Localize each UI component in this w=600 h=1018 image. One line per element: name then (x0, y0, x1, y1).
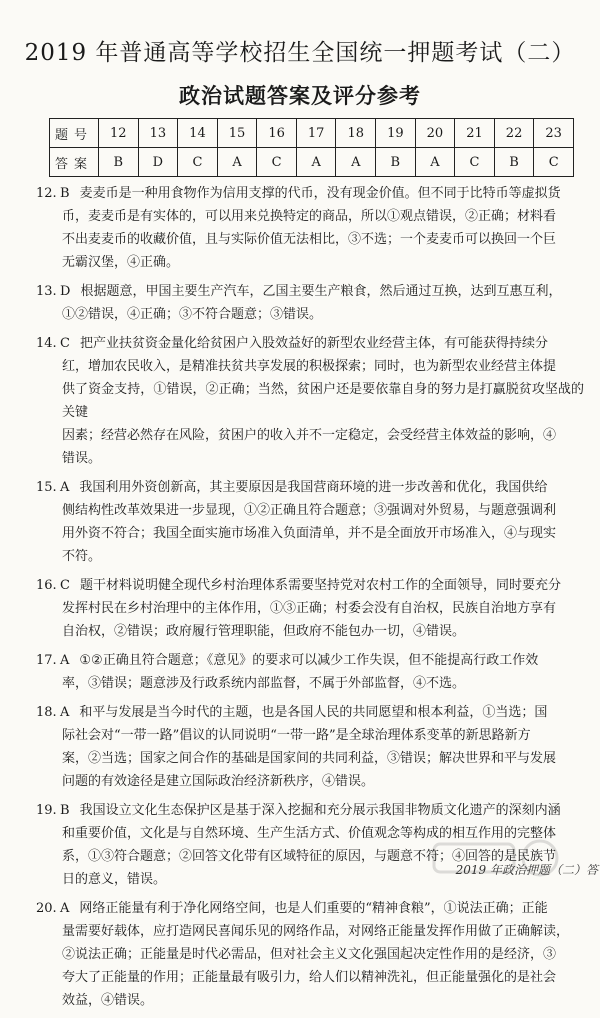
explanation-item (36, 182, 584, 274)
explanation-text: ①②错误，④正确；③不符合题意；③错误。 (62, 307, 323, 322)
answer-cell: A (296, 148, 336, 177)
answer-cell: C (534, 148, 574, 177)
question-number-row (50, 119, 574, 148)
explanation-text: 日的意义，错误。 (62, 872, 167, 887)
question-number: 22 (494, 119, 534, 148)
page-title: 2019 年普通高等学校招生全国统一押题考试（二） (24, 40, 576, 66)
explanation-text: 量需要好载体，应打造网民喜闻乐见的网络作品，对网络正能量发挥作用做了正确解读， (62, 924, 570, 939)
answer-row (50, 148, 574, 177)
question-number: 17 (296, 119, 336, 148)
explanation-text: 和重要价值，文化是与自然环境、生产生活方式、价值观念等构成的相互作用的完整体 (62, 826, 557, 841)
question-number: 20 (415, 119, 455, 148)
question-number: 20. (36, 901, 57, 916)
question-number: 19. (36, 803, 57, 818)
explanation-text: 红，增加农民收入，是精准扶贫共享发展的积极探索；同时，也为新型农业经营主体提 (62, 359, 557, 374)
explanation-text: 麦麦币是一种用食物作为信用支撑的代币，没有现金价值。但不同于比特币等虚拟货 (79, 186, 561, 201)
answer-cell: A (217, 148, 257, 177)
answer-cell: C (455, 148, 495, 177)
answer-cell: A (415, 148, 455, 177)
explanation-text: 不出麦麦币的收藏价值，且与实际价值无法相比，③不选；一个麦麦币可以换回一个巨 (62, 232, 557, 247)
question-number: 15. (36, 480, 57, 495)
answer-cell: B (99, 148, 139, 177)
explanation-text: 案，②当选；国家之间合作的基础是国家间的共同利益，③错误；解决世界和平与发展 (62, 751, 557, 766)
explanation-text: 供了资金支持，①错误，②正确；当然，贫困户还是要依靠自身的努力是打赢脱贫攻坚战的关键 (62, 382, 584, 420)
explanation-text: 夸大了正能量的作用；正能量最有吸引力，给人们以精神洗礼，但正能量强化的是社会 (62, 970, 557, 985)
answer-letter: B (60, 803, 70, 818)
question-number: 19 (376, 119, 416, 148)
explanation-text: 问题的有效途径是建立国际政治经济新秩序，④错误。 (62, 774, 375, 789)
question-number: 12 (99, 119, 139, 148)
question-number: 15 (217, 119, 257, 148)
explanation-text: ②说法正确；正能量是时代必需品，但对社会主义文化强国起决定性作用的是经济，③ (62, 947, 557, 962)
explanation-text: 发挥村民在乡村治理中的主体作用，①③正确；村委会没有自治权，民族自治地方享有 (62, 601, 557, 616)
row-header: 题号 (50, 119, 99, 148)
explanation-item (36, 897, 584, 1012)
answer-table (49, 118, 574, 177)
answer-letter: C (60, 336, 70, 351)
question-number: 16 (257, 119, 297, 148)
explanation-first-line (36, 897, 584, 920)
explanation-item (36, 701, 584, 793)
answer-letter: C (60, 578, 70, 593)
explanation-text: 币，麦麦币是有实体的，可以用来兑换特定的商品，所以①观点错误，②正确；材料看 (62, 209, 557, 224)
answer-cell: A (336, 148, 376, 177)
question-number: 13. (36, 284, 57, 299)
question-number: 21 (455, 119, 495, 148)
explanation-text: 网络正能量有利于净化网络空间，也是人们重要的“精神食粮”，①说法正确；正能 (79, 901, 548, 916)
explanation-text: 自治权，②错误；政府履行管理职能，但政府不能包办一切，④错误。 (62, 624, 466, 639)
explanation-text: 我国利用外资创新高，其主要原因是我国营商环境的进一步改善和优化，我国供给 (79, 480, 548, 495)
explanation-text: 因素；经营必然存在风险，贫困户的收入并不一定稳定，会受经营主体效益的影响，④ (62, 428, 557, 443)
row-header: 答案 (50, 148, 99, 177)
explanation-text: 和平与发展是当今时代的主题，也是各国人民的共同愿望和根本利益，①当选；国 (79, 705, 548, 720)
explanation-text: 率，③错误；题意涉及行政系统内部监督，不属于外部监督，④不选。 (62, 676, 466, 691)
question-number: 13 (138, 119, 178, 148)
page-footer: 2019 年政治押题（二）答 (455, 863, 598, 877)
explanation-first-line (36, 332, 584, 355)
explanation-list (36, 182, 584, 1018)
answer-letter: A (60, 705, 70, 720)
explanation-text: 无霸汉堡，④正确。 (62, 255, 180, 270)
explanation-first-line (36, 799, 584, 822)
explanation-text: 我国设立文化生态保护区是基于深入挖掘和充分展示我国非物质文化遗产的深刻内涵 (79, 803, 561, 818)
explanation-first-line (36, 476, 584, 499)
explanation-item (36, 280, 584, 326)
answer-letter: B (60, 186, 70, 201)
explanation-first-line (36, 574, 584, 597)
answer-cell: C (178, 148, 218, 177)
question-number: 18 (336, 119, 376, 148)
explanation-item (36, 574, 584, 643)
explanation-text: 不符。 (62, 549, 102, 564)
question-number: 17. (36, 653, 57, 668)
answer-letter: A (60, 480, 70, 495)
answer-letter: A (60, 653, 70, 668)
explanation-text: 际社会对“一带一路”倡议的认同说明“一带一路”是全球治理体系变革的新思路新方 (62, 728, 531, 743)
explanation-text: 把产业扶贫资金量化给贫困户入股效益好的新型农业经营主体，有可能获得持续分 (79, 336, 548, 351)
answer-letter: D (60, 284, 71, 299)
explanation-item (36, 332, 584, 470)
explanation-text: 用外资不符合；我国全面实施市场准入负面清单，并不是全面放开市场准入，④与现实 (62, 526, 557, 541)
answer-cell: D (138, 148, 178, 177)
answer-cell: B (376, 148, 416, 177)
question-number: 18. (36, 705, 57, 720)
explanation-first-line (36, 649, 584, 672)
explanation-text: 效益，④错误。 (62, 993, 154, 1008)
page-subtitle: 政治试题答案及评分参考 (179, 84, 421, 108)
explanation-first-line (36, 280, 584, 303)
answer-cell: B (494, 148, 534, 177)
explanation-text: 根据题意，甲国主要生产汽车，乙国主要生产粮食，然后通过互换，达到互惠互利， (80, 284, 562, 299)
question-number: 23 (534, 119, 574, 148)
explanation-text: 系，①③符合题意；②回答文化带有区域特征的原因，与题意不符；④回答的是民族节 (62, 849, 557, 864)
explanation-first-line (36, 182, 584, 205)
answer-letter: A (60, 901, 70, 916)
question-number: 16. (36, 578, 57, 593)
explanation-text: 错误。 (62, 451, 102, 466)
explanation-item (36, 649, 584, 695)
explanation-item (36, 476, 584, 568)
explanation-text: ①②正确且符合题意；《意见》的要求可以减少工作失误，但不能提高行政工作效 (79, 653, 539, 668)
question-number: 14. (36, 336, 57, 351)
question-number: 14 (178, 119, 218, 148)
explanation-text: 题干材料说明健全现代乡村治理体系需要坚持党对农村工作的全面领导，同时要充分 (79, 578, 561, 593)
explanation-first-line (36, 701, 584, 724)
answer-cell: C (257, 148, 297, 177)
question-number: 12. (36, 186, 57, 201)
explanation-text: 侧结构性改革效果进一步显现，①②正确且符合题意；③强调对外贸易，与题意强调利 (62, 503, 557, 518)
